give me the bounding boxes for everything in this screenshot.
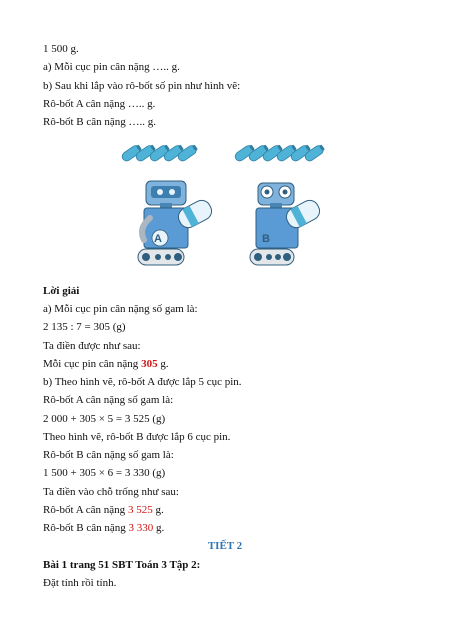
solution-line-7: 2 000 + 305 × 5 = 3 525 (g) [43, 413, 166, 425]
solution-line-11: Ta điền vào chỗ trống như sau: [43, 486, 179, 498]
solution-line-4 [43, 357, 169, 371]
intro-line-1: 1 500 g. [43, 43, 79, 55]
solution-line-5: b) Theo hình vẽ, rô-bốt A được lắp 5 cục pin. [43, 376, 242, 388]
solution-line-2: 2 135 : 7 = 305 (g) [43, 321, 126, 333]
intro-line-2: a) Mỗi cục pin cân nặng ….. g. [43, 61, 180, 73]
solution-line-12-unit: g. [152, 504, 164, 516]
exercise-instruction: Đặt tính rồi tính. [43, 577, 117, 589]
section-title: TIẾT 2 [207, 540, 243, 552]
solution-line-4-unit: g. [157, 358, 169, 370]
solution-line-3: Ta điền được như sau: [43, 340, 141, 352]
solution-line-6: Rô-bốt A cân nặng số gam là: [43, 394, 174, 406]
exercise-title: Bài 1 trang 51 SBT Toán 3 Tập 2: [43, 559, 201, 571]
solution-line-13-text: Rô-bốt B cân nặng [43, 522, 129, 534]
solution-line-8: Theo hình vẽ, rô-bốt B được lắp 6 cục pin. [43, 431, 231, 443]
answer-robot-b: 3 330 [128, 522, 154, 534]
solution-line-12 [43, 503, 164, 517]
solution-line-1: a) Mỗi cục pin cân nặng số gam là: [43, 303, 198, 315]
solution-line-13 [43, 521, 164, 535]
solution-line-9: Rô-bốt B cân nặng số gam là: [43, 449, 174, 461]
solution-line-10: 1 500 + 305 × 6 = 3 330 (g) [43, 467, 166, 479]
battery-group-b [233, 143, 325, 162]
solution-line-4-text: Mỗi cục pin cân nặng [43, 358, 142, 370]
intro-line-5: Rô-bốt B cân nặng ….. g. [43, 116, 157, 128]
solution-heading: Lời giải [43, 285, 80, 297]
answer-battery-weight: 305 [141, 358, 158, 370]
robots-figure [0, 140, 450, 268]
solution-line-13-unit: g. [153, 522, 165, 534]
robot-b-label: B [262, 233, 270, 245]
intro-line-3: b) Sau khi lắp vào rô-bốt số pin như hình vẽ: [43, 80, 241, 92]
solution-line-12-text: Rô-bốt A cân nặng [43, 504, 128, 516]
intro-line-4: Rô-bốt A cân nặng ….. g. [43, 98, 156, 110]
answer-robot-a: 3 525 [127, 504, 153, 516]
battery-group-a [120, 143, 198, 162]
robot-b [250, 183, 323, 265]
robot-a-label: A [154, 233, 162, 245]
robot-a [138, 181, 215, 265]
